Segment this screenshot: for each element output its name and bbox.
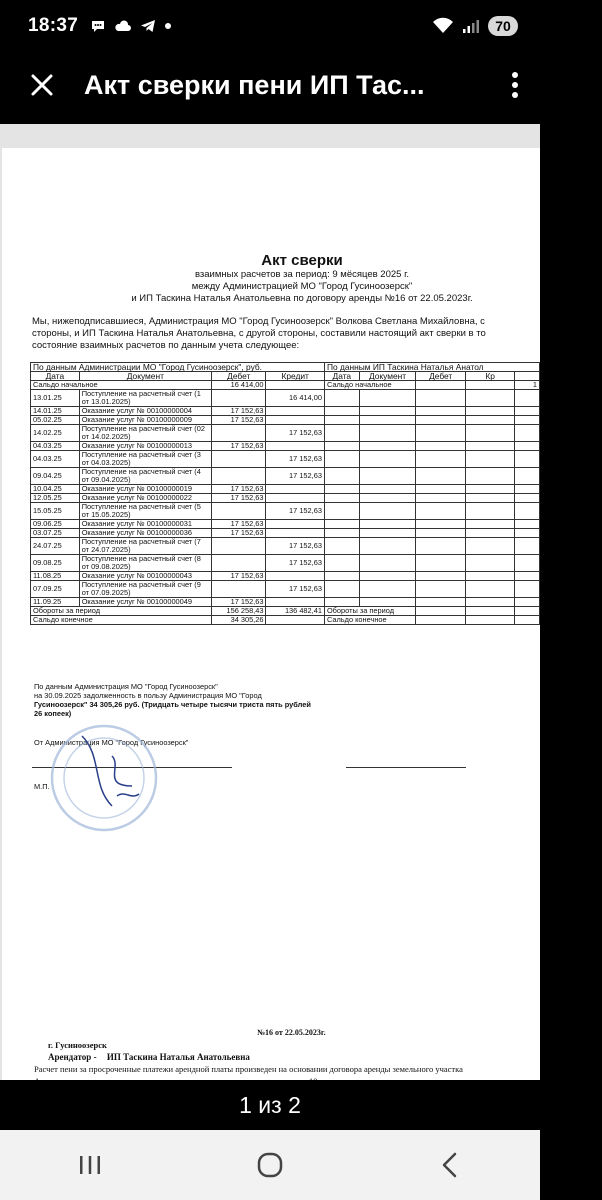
turnover-credit: 136 482,41 <box>266 607 324 616</box>
col-date: Дата <box>31 372 80 381</box>
row-debit: 17 152,63 <box>212 442 266 451</box>
back-icon <box>440 1151 460 1179</box>
back-button[interactable] <box>420 1140 480 1190</box>
app-bar <box>0 52 540 118</box>
row-document: Оказание услуг № 00100000013 <box>79 442 211 451</box>
seal-stamp-image <box>42 716 172 836</box>
row-debit <box>212 538 266 555</box>
col-date-right: Дата <box>324 372 359 381</box>
row-credit: 17 152,63 <box>266 555 324 572</box>
row-document: Поступление на расчетный счет (9 от 07.09.2025) <box>79 581 211 598</box>
cloud-icon <box>114 18 132 34</box>
closing-balance-label-right: Сальдо конечное <box>324 616 415 625</box>
more-options-button[interactable] <box>490 52 540 118</box>
row-debit: 17 152,63 <box>212 529 266 538</box>
col-document: Документ <box>79 372 211 381</box>
row-date: 04.03.25 <box>31 442 80 451</box>
row-date: 14.01.25 <box>31 407 80 416</box>
row-credit <box>266 485 324 494</box>
opening-balance-right-cut: 1 <box>515 381 540 390</box>
row-credit: 17 152,63 <box>266 538 324 555</box>
opening-balance-label: Сальдо начальное <box>31 381 212 390</box>
row-document: Оказание услуг № 00100000019 <box>79 485 211 494</box>
row-debit <box>212 425 266 442</box>
act-subtitle: взаимных расчетов за период: 9 мёсяцев 2025 г. <box>194 269 410 280</box>
table-row <box>31 390 540 407</box>
row-date: 12.05.25 <box>31 494 80 503</box>
row-document: Поступление на расчетный счет (8 от 09.08.2025) <box>79 555 211 572</box>
row-date: 04.03.25 <box>31 451 80 468</box>
row-date: 13.01.25 <box>31 390 80 407</box>
row-date: 15.05.25 <box>31 503 80 520</box>
row-document: Оказание услуг № 00100000049 <box>79 598 211 607</box>
system-navigation-bar <box>0 1130 540 1200</box>
document-page-2-preview: №16 от 22.05.2023г. г. Гусиноозерск Арендатор - ИП Таскина Наталья Анатольевна Расчет пени за просроченные платежи арендной платы произведен на основании договора аренды земельного участка <box>2 1026 540 1106</box>
battery-indicator: 70 <box>488 16 518 36</box>
row-date: 09.04.25 <box>31 468 80 485</box>
document-page-1 <box>2 148 540 1134</box>
turnover-label: Обороты за период <box>31 607 212 616</box>
row-date: 09.06.25 <box>31 520 80 529</box>
row-debit <box>212 555 266 572</box>
row-debit: 17 152,63 <box>212 598 266 607</box>
chat-icon <box>90 18 106 34</box>
row-document: Поступление на расчетный счет (1 от 13.01.2025) <box>79 390 211 407</box>
recent-apps-button[interactable] <box>60 1140 120 1190</box>
turnover-debit: 156 258,43 <box>212 607 266 616</box>
closing-balance-label: Сальдо конечное <box>31 616 212 625</box>
row-debit <box>212 468 266 485</box>
row-credit <box>266 442 324 451</box>
row-date: 10.04.25 <box>31 485 80 494</box>
signal-icon <box>462 18 480 34</box>
col-credit: Кредит <box>266 372 324 381</box>
row-debit: 17 152,63 <box>212 520 266 529</box>
col-debit: Дебет <box>212 372 266 381</box>
row-date: 24.07.25 <box>31 538 80 555</box>
row-credit: 17 152,63 <box>266 451 324 468</box>
table-row <box>31 555 540 572</box>
table-row <box>31 468 540 485</box>
row-credit <box>266 416 324 425</box>
wifi-icon <box>432 17 454 35</box>
row-document: Поступление на расчетный счет (02 от 14.02.2025) <box>79 425 211 442</box>
row-credit: 17 152,63 <box>266 503 324 520</box>
row-debit: 17 152,63 <box>212 407 266 416</box>
row-debit <box>212 451 266 468</box>
row-date: 03.07.25 <box>31 529 80 538</box>
row-debit: 17 152,63 <box>212 485 266 494</box>
row-credit <box>266 572 324 581</box>
right-section-header: По данным ИП Таскина Наталья Анатол <box>324 363 539 372</box>
row-credit <box>266 494 324 503</box>
left-section-header: По данным Администрации МО "Город Гусиноозерск", руб. <box>31 363 325 372</box>
document-title: Акт сверки пени ИП Тас... <box>84 69 425 100</box>
act-parties: между Администрацией МО "Город Гусиноозерск" <box>191 281 413 292</box>
row-debit <box>212 503 266 520</box>
row-debit: 17 152,63 <box>212 494 266 503</box>
row-document: Оказание услуг № 00100000031 <box>79 520 211 529</box>
row-document: Оказание услуг № 00100000043 <box>79 572 211 581</box>
table-row <box>31 581 540 598</box>
row-date: 05.02.25 <box>31 416 80 425</box>
close-button[interactable] <box>0 52 84 118</box>
signatory-label: От Администрация МО "Город Гусиноозерск" <box>34 738 189 747</box>
telegram-icon <box>140 18 156 34</box>
row-credit <box>266 407 324 416</box>
row-date: 11.08.25 <box>31 572 80 581</box>
row-document: Оказание услуг № 00100000036 <box>79 529 211 538</box>
close-icon <box>29 72 55 98</box>
row-document: Поступление на расчетный счет (7 от 24.07.2025) <box>79 538 211 555</box>
row-credit: 17 152,63 <box>266 468 324 485</box>
row-date: 09.08.25 <box>31 555 80 572</box>
transaction-rows <box>31 390 540 607</box>
act-contract: и ИП Таскина Наталья Анатольевна по договору аренды №16 от 22.05.2023г. <box>131 293 473 304</box>
row-debit: 17 152,63 <box>212 572 266 581</box>
row-credit <box>266 520 324 529</box>
home-button[interactable] <box>240 1140 300 1190</box>
home-icon <box>256 1151 284 1179</box>
row-date: 07.09.25 <box>31 581 80 598</box>
table-row <box>31 425 540 442</box>
row-document: Поступление на расчетный счет (4 от 09.04.2025) <box>79 468 211 485</box>
row-credit: 16 414,00 <box>266 390 324 407</box>
status-bar <box>0 0 540 52</box>
intro-paragraph: Мы, нижеподписавшиеся, Администрация МО "Город Гусиноозерск" Волкова Светлана Михайловна, с стороны, и ИП Таскина Наталья Анатольевна, с другой стороны, составили настоящий акт сверки в то состояние взаимных расчетов по данным учета следующее: <box>32 316 486 351</box>
row-debit <box>212 581 266 598</box>
col-debit-right: Дебет <box>416 372 466 381</box>
turnover-label-right: Обороты за период <box>324 607 415 616</box>
recent-apps-icon <box>77 1153 103 1177</box>
row-document: Оказание услуг № 00100000022 <box>79 494 211 503</box>
reconciliation-table <box>30 362 540 625</box>
opening-balance-value: 16 414,00 <box>212 381 266 390</box>
row-date: 11.09.25 <box>31 598 80 607</box>
row-document: Поступление на расчетный счет (5 от 15.05.2025) <box>79 503 211 520</box>
debt-statement: По данным Администрация МО "Город Гусиноозерск" на 30.09.2025 задолженность в пользу Администрация МО "Город Гусиноозерск" 34 305,26 руб. (Тридцать четыре тысячи триста пять рублей 26 копеек) <box>34 682 311 718</box>
status-time: 18:37 <box>28 15 79 36</box>
act-title: Акт сверки <box>261 252 343 269</box>
stamp-label: М.П. <box>34 782 50 791</box>
closing-balance-value: 34 305,26 <box>212 616 266 625</box>
row-debit <box>212 390 266 407</box>
signature-line-right <box>346 767 466 768</box>
row-debit: 17 152,63 <box>212 416 266 425</box>
col-credit-right: Кр <box>465 372 514 381</box>
row-credit: 17 152,63 <box>266 425 324 442</box>
dot-icon <box>164 22 172 30</box>
table-row <box>31 503 540 520</box>
more-vertical-icon <box>511 71 519 99</box>
col-document-right: Документ <box>359 372 416 381</box>
row-document: Оказание услуг № 00100000004 <box>79 407 211 416</box>
row-date: 14.02.25 <box>31 425 80 442</box>
page-indicator: 1 из 2 <box>0 1080 540 1130</box>
row-document: Поступление на расчетный счет (3 от 04.03.2025) <box>79 451 211 468</box>
notification-icons <box>90 18 172 34</box>
row-credit: 17 152,63 <box>266 581 324 598</box>
table-row <box>31 451 540 468</box>
row-document: Оказание услуг № 00100000009 <box>79 416 211 425</box>
document-viewer[interactable] <box>0 124 540 1080</box>
row-credit <box>266 529 324 538</box>
opening-balance-label-right: Сальдо начальное <box>324 381 415 390</box>
table-row <box>31 538 540 555</box>
